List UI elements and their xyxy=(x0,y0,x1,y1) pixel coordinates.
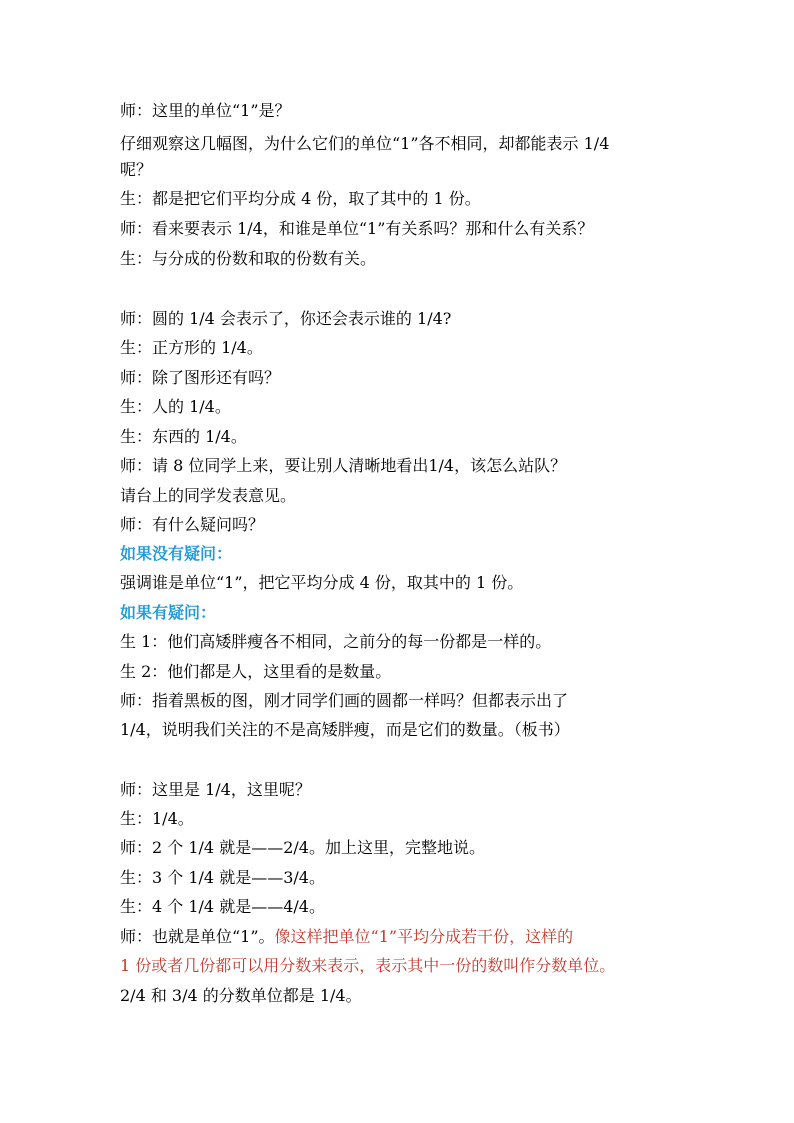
text-line: 生：正方形的 1/4。 xyxy=(120,338,263,357)
text-line: 请台上的同学发表意见。 xyxy=(120,486,297,505)
text-line: 生：与分成的份数和取的份数有关。 xyxy=(120,249,377,268)
section-heading-no-question: 如果没有疑问： xyxy=(120,544,233,563)
text-line: 师：2 个 1/4 就是——2/4。加上这里，完整地说。 xyxy=(120,838,485,857)
text-line: 生 1：他们高矮胖瘦各不相同，之前分的每一份都是一样的。 xyxy=(120,632,552,651)
text-line: 师：这里的单位“1”是？ xyxy=(120,101,291,120)
text-line: 生：人的 1/4。 xyxy=(120,397,231,416)
section-heading-has-question: 如果有疑问： xyxy=(120,603,217,622)
text-line: 呢？ xyxy=(120,160,153,179)
text-line: 师：请 8 位同学上来，要让别人清晰地看出1/4，该怎么站队？ xyxy=(120,456,567,475)
text-line: 1/4，说明我们关注的不是高矮胖瘦，而是它们的数量。（板书） xyxy=(120,720,570,739)
text-line: 师：圆的 1/4 会表示了，你还会表示谁的 1/4? xyxy=(120,309,452,328)
highlight-text: 像这样把单位“1”平均分成若干份，这样的 xyxy=(274,927,574,946)
text-line: 强调谁是单位“1”，把它平均分成 4 份，取其中的 1 份。 xyxy=(120,573,524,592)
text-line: 生：东西的 1/4。 xyxy=(120,427,247,446)
text-line: 师：除了图形还有吗？ xyxy=(120,368,281,387)
text-line: 生 2：他们都是人，这里看的是数量。 xyxy=(120,662,392,681)
highlight-line: 1 份或者几份都可以用分数来表示，表示其中一份的数叫作分数单位。 xyxy=(120,956,616,975)
text-line: 2/4 和 3/4 的分数单位都是 1/4。 xyxy=(120,986,362,1005)
text-line: 仔细观察这几幅图，为什么它们的单位“1”各不相同，却都能表示 1/4 xyxy=(120,134,610,153)
text-line: 师：看来要表示 1/4，和谁是单位“1”有关系吗？那和什么有关系？ xyxy=(120,219,594,238)
text-line: 师：这里是 1/4，这里呢？ xyxy=(120,780,311,799)
text-segment: 师：也就是单位“1”。 xyxy=(120,927,275,946)
text-line xyxy=(120,927,720,947)
text-line: 生：3 个 1/4 就是——3/4。 xyxy=(120,868,325,887)
text-line: 生：1/4。 xyxy=(120,809,194,828)
text-line: 师：指着黑板的图，刚才同学们画的圆都一样吗？但都表示出了 xyxy=(120,691,569,710)
text-line: 生：4 个 1/4 就是——4/4。 xyxy=(120,897,325,916)
text-line: 生：都是把它们平均分成 4 份，取了其中的 1 份。 xyxy=(120,189,481,208)
text-line: 师：有什么疑问吗？ xyxy=(120,515,265,534)
